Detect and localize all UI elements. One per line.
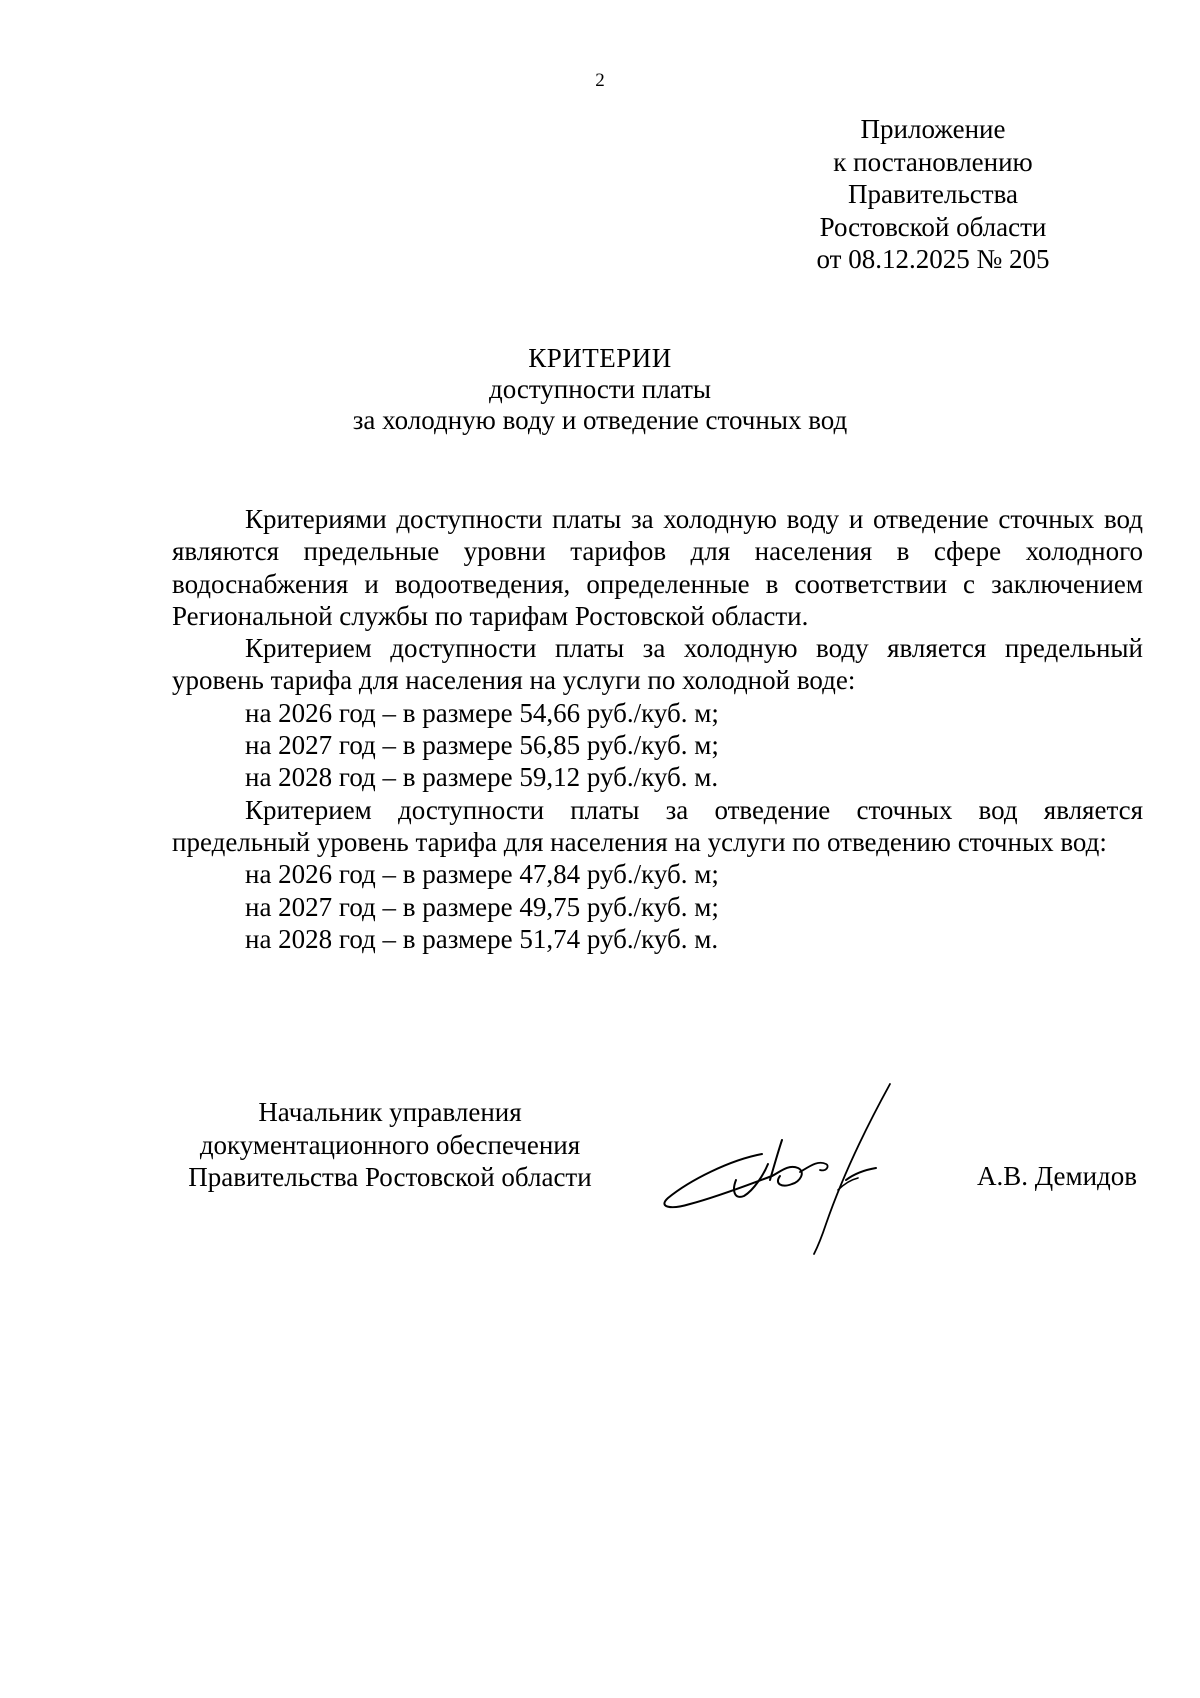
position-line: Правительства Ростовской области [188,1162,592,1192]
paragraph: Критерием доступности платы за холодную воду является предельный уровень тарифа для населения на услуги по холодной воде: [172,633,1143,696]
document-body [172,503,1143,955]
annex-line: от 08.12.2025 № 205 [816,244,1050,274]
tariff-item: на 2026 год – в размере 54,66 руб./куб. м; [245,697,719,728]
page-number: 2 [595,70,605,91]
tariff-item: на 2028 год – в размере 51,74 руб./куб. м. [245,923,719,954]
position-line: Начальник управления [258,1097,522,1127]
annex-line: к постановлению [833,146,1033,177]
tariff-item: на 2027 год – в размере 56,85 руб./куб. м; [245,730,719,761]
document-title [0,343,1200,436]
handwritten-signature [650,1080,930,1270]
paragraph: Критерием доступности платы за отведение сточных вод является предельный уровень тарифа для населения на услуги по отведению сточных вод: [172,794,1143,857]
annex-line: Приложение [860,114,1006,144]
title-subtitle: за холодную воду и отведение сточных вод [352,405,848,435]
position-line: документационного обеспечения [199,1129,581,1160]
tariff-item: на 2028 год – в размере 59,12 руб./куб. м. [245,762,719,793]
tariff-item: на 2027 год – в размере 49,75 руб./куб. м; [245,891,719,922]
signatory-position [170,1096,610,1194]
annex-line: Правительства [848,179,1018,209]
annex-line: Ростовской области [819,211,1047,242]
signer-name: А.В. Демидов [977,1161,1138,1191]
annex-header [788,113,1078,276]
title-main: КРИТЕРИИ [528,343,672,373]
title-subtitle: доступности платы [488,374,712,404]
tariff-item: на 2026 год – в размере 47,84 руб./куб. м; [245,859,719,890]
paragraph: Критериями доступности платы за холодную воду и отведение сточных вод являются предельные уровни тарифов для населения в сфере холодного водоснабжения и водоотведения, определенные в соответствии с заключением Региональной службы по тарифам Ростовской области. [172,504,1143,631]
